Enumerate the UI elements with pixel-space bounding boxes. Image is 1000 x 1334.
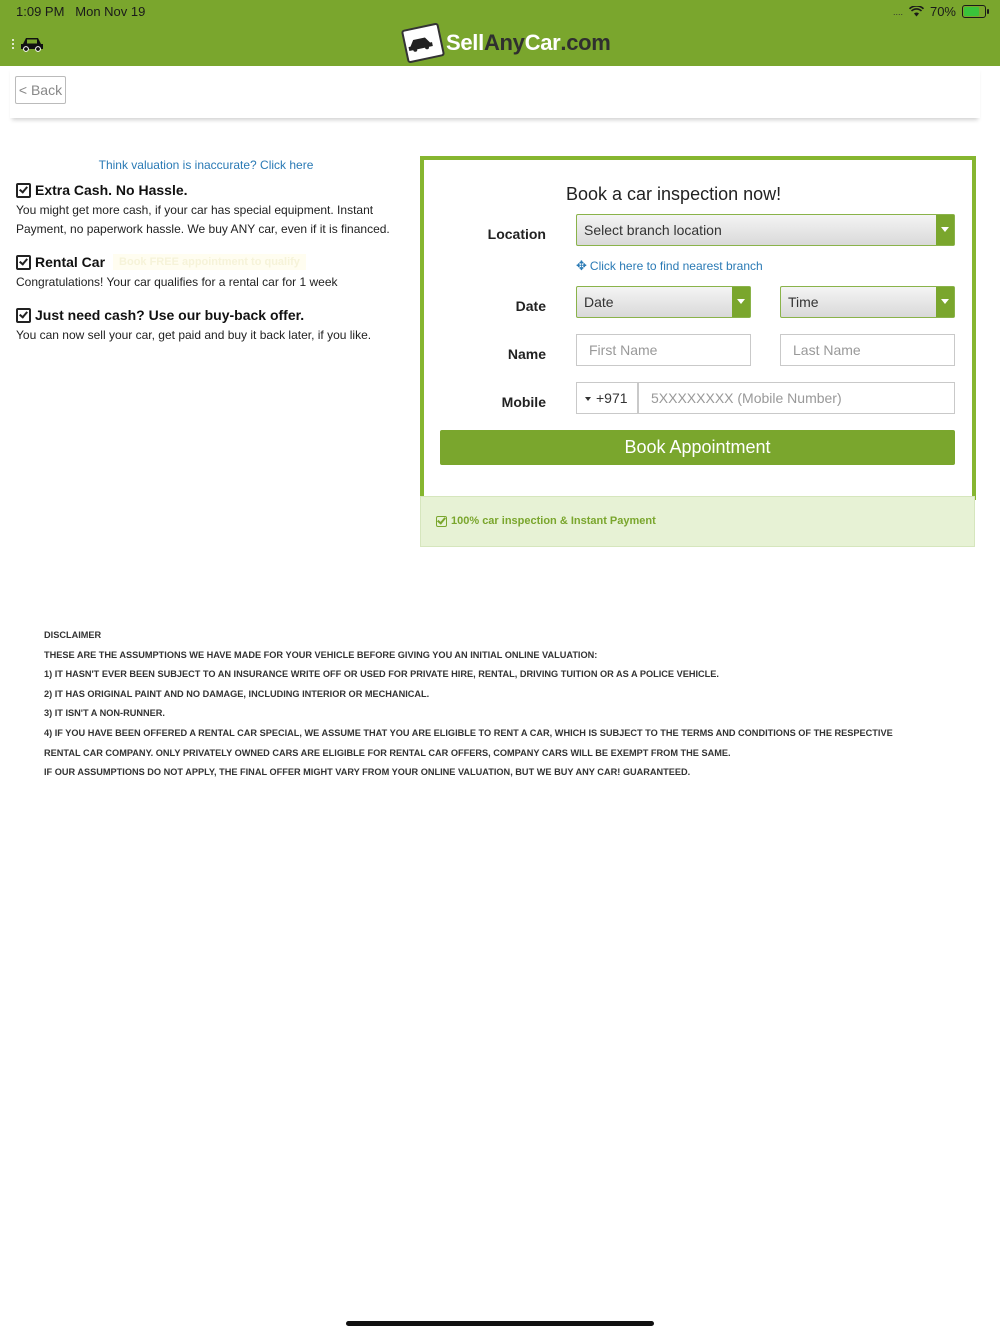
chevron-down-icon: [936, 215, 954, 245]
checkbox-icon: [16, 183, 31, 198]
wifi-icon: [909, 6, 924, 17]
status-time: 1:09 PM: [16, 4, 65, 19]
feature-text: You can now sell your car, get paid and buy it back later, if you like.: [16, 328, 372, 342]
car-icon: [20, 36, 44, 52]
time-select[interactable]: [780, 286, 955, 318]
form-title: Book a car inspection now!: [566, 184, 782, 204]
feature-rental-car: [16, 254, 396, 292]
benefits-column: [16, 158, 396, 360]
booking-form: [420, 156, 976, 500]
first-name-field[interactable]: First Name: [576, 334, 751, 366]
chevron-down-icon: [936, 287, 954, 317]
country-code-value: +971: [596, 390, 628, 406]
section-divider: [14, 594, 984, 598]
mobile-label: Mobile: [501, 394, 546, 410]
disclaimer-line: 4) IF YOU HAVE BEEN OFFERED A RENTAL CAR SPECIAL, WE ASSUME THAT YOU ARE ELIGIBLE TO RENT A CAR, WHICH IS SUBJECT TO THE TERMS AND CONDITIONS OF THE RESPECTIVE: [44, 727, 893, 738]
last-name-field[interactable]: Last Name: [780, 334, 955, 366]
book-appointment-button[interactable]: Book Appointment: [440, 430, 955, 465]
disclaimer-line: 3) IT ISN'T A NON-RUNNER.: [44, 708, 165, 719]
inspection-payment-note: 100% car inspection & Instant Payment: [451, 515, 656, 527]
date-label: Date: [515, 298, 546, 314]
feature-buy-back: [16, 307, 396, 345]
location-select-value: Select branch location: [584, 222, 722, 238]
disclaimer: [44, 626, 974, 783]
location-label: Location: [487, 226, 546, 242]
country-code-select[interactable]: [576, 382, 638, 414]
chevron-down-icon: [732, 287, 750, 317]
disclaimer-line: THESE ARE THE ASSUMPTIONS WE HAVE MADE FOR YOUR VEHICLE BEFORE GIVING YOU AN INITIAL ONLINE VALUATION:: [44, 649, 598, 660]
mobile-number-field[interactable]: 5XXXXXXXX (Mobile Number): [638, 382, 955, 414]
disclaimer-line: 1) IT HASN'T EVER BEEN SUBJECT TO AN INSURANCE WRITE OFF OR USED FOR PRIVATE HIRE, RENTAL, DRIVING TUITION OR AS A POLICE VEHICLE.: [44, 669, 719, 680]
signal-icon: ....: [892, 6, 903, 17]
status-date: Mon Nov 19: [75, 4, 146, 19]
date-select-value: Date: [584, 294, 614, 310]
checkbox-icon: [436, 516, 447, 527]
disclaimer-line: 2) IT HAS ORIGINAL PAINT AND NO DAMAGE, INCLUDING INTERIOR OR MECHANICAL.: [44, 688, 430, 699]
app-header: [0, 0, 1000, 66]
sellanycar-logo[interactable]: [404, 26, 611, 60]
home-indicator[interactable]: [346, 1321, 654, 1326]
disclaimer-line: RENTAL CAR COMPANY. ONLY PRIVATELY OWNED CARS ARE ELIGIBLE FOR RENTAL CAR OFFERS, COMPANY CARS WILL BE EXEMPT FROM THE SAME.: [44, 747, 731, 758]
status-time-date: [16, 4, 145, 19]
caret-down-icon: [585, 397, 591, 401]
location-select[interactable]: [576, 214, 955, 246]
locate-icon: ✥: [576, 258, 587, 273]
disclaimer-heading: DISCLAIMER: [44, 630, 102, 640]
feature-extra-cash: [16, 182, 396, 239]
feature-title: Extra Cash. No Hassle.: [35, 182, 188, 198]
disclaimer-line: IF OUR ASSUMPTIONS DO NOT APPLY, THE FINAL OFFER MIGHT VARY FROM YOUR ONLINE VALUATION, BUT WE BUY ANY CAR! GUARANTEED.: [44, 767, 691, 778]
valuation-inaccurate-link[interactable]: Think valuation is inaccurate? Click here: [98, 158, 314, 172]
name-label: Name: [507, 346, 546, 362]
logo-car-badge-icon: [401, 22, 445, 63]
checkbox-icon: [16, 308, 31, 323]
status-indicators: [893, 4, 986, 19]
form-footer-banner: [420, 496, 975, 547]
checkbox-icon: [16, 255, 31, 270]
menu-dots-icon: [12, 39, 14, 49]
feature-title: Just need cash? Use our buy-back offer.: [35, 307, 305, 323]
menu-button[interactable]: [12, 36, 44, 52]
back-button[interactable]: < Back: [15, 76, 66, 104]
feature-title: Rental Car: [35, 254, 106, 270]
top-navigation-bar: [10, 66, 980, 118]
find-nearest-branch-link[interactable]: ✥ Click here to find nearest branch: [576, 258, 763, 273]
feature-text: Congratulations! Your car qualifies for a rental car for 1 week: [16, 275, 338, 289]
time-select-value: Time: [788, 294, 819, 310]
rental-promo-badge: Book FREE appointment to qualify: [113, 254, 306, 270]
date-select[interactable]: [576, 286, 751, 318]
feature-text: You might get more cash, if your car has special equipment. Instant Payment, no paperwork hassle. We buy ANY car, even if it is financed.: [16, 203, 390, 236]
logo-text: SellAnyCar.com: [446, 30, 611, 55]
battery-icon: [962, 5, 986, 18]
battery-percent: 70%: [929, 4, 956, 19]
